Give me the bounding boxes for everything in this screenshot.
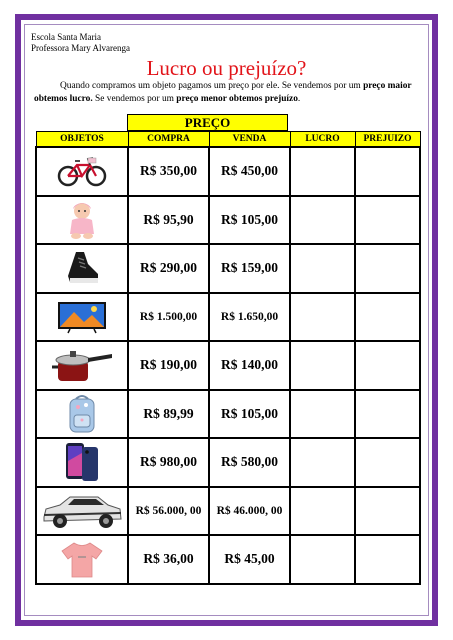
intro-text-2: Se vendemos por um xyxy=(92,94,177,104)
price-group-header: PREÇO xyxy=(127,114,288,131)
compra-cell: R$ 1.500,00 xyxy=(128,293,209,342)
compra-cell: R$ 95,90 xyxy=(128,196,209,245)
worksheet-title: Lucro ou prejuízo? xyxy=(146,56,307,80)
compra-cell: R$ 190,00 xyxy=(128,341,209,390)
bicycle-icon xyxy=(57,155,107,187)
lucro-cell[interactable] xyxy=(290,438,355,487)
column-header-objetos: OBJETOS xyxy=(36,132,128,148)
column-header-lucro: LUCRO xyxy=(290,132,355,148)
intro-bold-2: preço menor obtemos prejuízo xyxy=(176,94,298,104)
intro-text-3: . xyxy=(297,94,301,104)
object-cell xyxy=(36,244,128,293)
lucro-cell[interactable] xyxy=(290,293,355,342)
profit-loss-table xyxy=(35,131,421,585)
prejuizo-cell[interactable] xyxy=(355,390,420,439)
prejuizo-cell[interactable] xyxy=(355,293,420,342)
venda-cell: R$ 46.000, 00 xyxy=(209,487,290,536)
table-row xyxy=(36,438,420,487)
television-icon xyxy=(56,300,108,334)
venda-cell: R$ 105,00 xyxy=(209,196,290,245)
smartphone-icon xyxy=(62,441,102,483)
venda-cell: R$ 159,00 xyxy=(209,244,290,293)
lucro-cell[interactable] xyxy=(290,390,355,439)
prejuizo-cell[interactable] xyxy=(355,341,420,390)
lucro-cell[interactable] xyxy=(290,487,355,536)
pressure-cooker-icon xyxy=(50,345,114,385)
compra-cell: R$ 56.000, 00 xyxy=(128,487,209,536)
compra-cell: R$ 980,00 xyxy=(128,438,209,487)
lucro-cell[interactable] xyxy=(290,147,355,196)
object-cell xyxy=(36,341,128,390)
prejuizo-cell[interactable] xyxy=(355,147,420,196)
object-cell xyxy=(36,438,128,487)
venda-cell: R$ 580,00 xyxy=(209,438,290,487)
prejuizo-cell[interactable] xyxy=(355,535,420,584)
teacher-name: Professora Mary Alvarenga xyxy=(31,42,130,53)
school-header xyxy=(31,32,130,53)
doll-icon xyxy=(62,200,102,240)
table-row xyxy=(36,535,420,584)
lucro-cell[interactable] xyxy=(290,244,355,293)
table-row xyxy=(36,390,420,439)
table-header-row xyxy=(36,132,420,148)
column-header-venda: VENDA xyxy=(209,132,290,148)
object-cell xyxy=(36,535,128,584)
lucro-cell[interactable] xyxy=(290,535,355,584)
compra-cell: R$ 290,00 xyxy=(128,244,209,293)
column-header-compra: COMPRA xyxy=(128,132,209,148)
prejuizo-cell[interactable] xyxy=(355,244,420,293)
venda-cell: R$ 450,00 xyxy=(209,147,290,196)
venda-cell: R$ 140,00 xyxy=(209,341,290,390)
venda-cell: R$ 45,00 xyxy=(209,535,290,584)
venda-cell: R$ 105,00 xyxy=(209,390,290,439)
intro-text-1: Quando compramos um objeto pagamos um preço por ele. Se vendemos por um xyxy=(60,81,364,91)
table-row xyxy=(36,293,420,342)
column-header-prejuizo: PREJUIZO xyxy=(355,132,420,148)
table-row xyxy=(36,487,420,536)
backpack-icon xyxy=(65,393,99,435)
tshirt-icon xyxy=(60,539,104,579)
lucro-cell[interactable] xyxy=(290,341,355,390)
compra-cell: R$ 350,00 xyxy=(128,147,209,196)
object-cell xyxy=(36,293,128,342)
venda-cell: R$ 1.650,00 xyxy=(209,293,290,342)
compra-cell: R$ 89,99 xyxy=(128,390,209,439)
object-cell xyxy=(36,147,128,196)
car-icon xyxy=(40,491,124,531)
object-cell xyxy=(36,390,128,439)
table-row xyxy=(36,147,420,196)
prejuizo-cell[interactable] xyxy=(355,438,420,487)
intro-paragraph xyxy=(34,80,426,106)
table-row xyxy=(36,196,420,245)
compra-cell: R$ 36,00 xyxy=(128,535,209,584)
table-row xyxy=(36,341,420,390)
prejuizo-cell[interactable] xyxy=(355,196,420,245)
object-cell xyxy=(36,196,128,245)
intro-bold-1: preço maior obtemos lucro. xyxy=(34,81,412,104)
school-name: Escola Santa Maria xyxy=(31,32,101,42)
lucro-cell[interactable] xyxy=(290,196,355,245)
prejuizo-cell[interactable] xyxy=(355,487,420,536)
object-cell xyxy=(36,487,128,536)
table-row xyxy=(36,244,420,293)
sneaker-icon xyxy=(62,248,102,288)
